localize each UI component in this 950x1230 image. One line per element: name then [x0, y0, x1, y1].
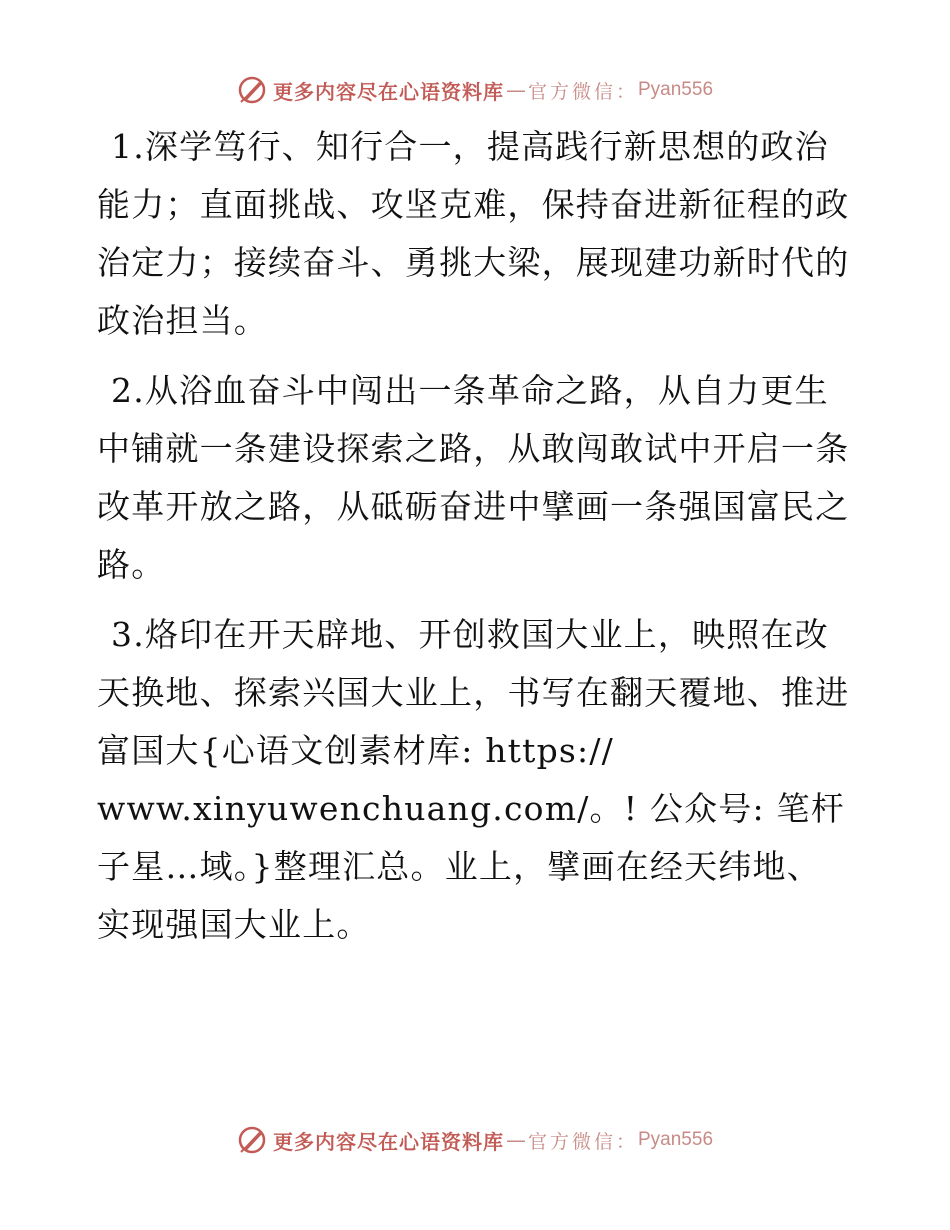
paragraph-3: 3.烙印在开天辟地、开创救国大业上，映照在改天换地、探索兴国大业上，书写在翻天覆地、推进富国大{心语文创素材库: https:// www.xinyuwenchuang.com/。! 公众号: 笔杆子星…域。}整理汇总。业上，擘画在经天纬地、实现强国大业上。 [97, 615, 850, 944]
paragraph-1: 1.深学笃行、知行合一，提高践行新思想的政治能力；直面挑战、攻坚克难，保持奋进新征程的政治定力；接续奋斗、勇挑大梁，展现建功新时代的政治担当。 [97, 127, 850, 340]
document-body [97, 118, 853, 966]
banner-wechat-id: Pyan556 [638, 79, 714, 100]
banner-main-text: 更多内容尽在心语资料库 [272, 79, 504, 104]
header-watermark-banner [0, 70, 950, 110]
banner-separator: — [505, 1128, 526, 1152]
banner-wechat-label: 官方微信： [527, 1130, 638, 1153]
quill-logo-icon [237, 75, 267, 105]
footer-watermark-banner [0, 1120, 950, 1160]
paragraph-2: 2.从浴血奋斗中闯出一条革命之路，从自力更生中铺就一条建设探索之路，从敢闯敢试中开启一条改革开放之路，从砥砺奋进中擘画一条强国富民之路。 [97, 371, 850, 584]
banner-wechat-id: Pyan556 [638, 1129, 714, 1150]
banner-wechat-label: 官方微信： [527, 80, 638, 103]
quill-logo-icon [237, 1125, 267, 1155]
banner-separator: — [505, 78, 526, 102]
banner-main-text: 更多内容尽在心语资料库 [272, 1129, 504, 1154]
